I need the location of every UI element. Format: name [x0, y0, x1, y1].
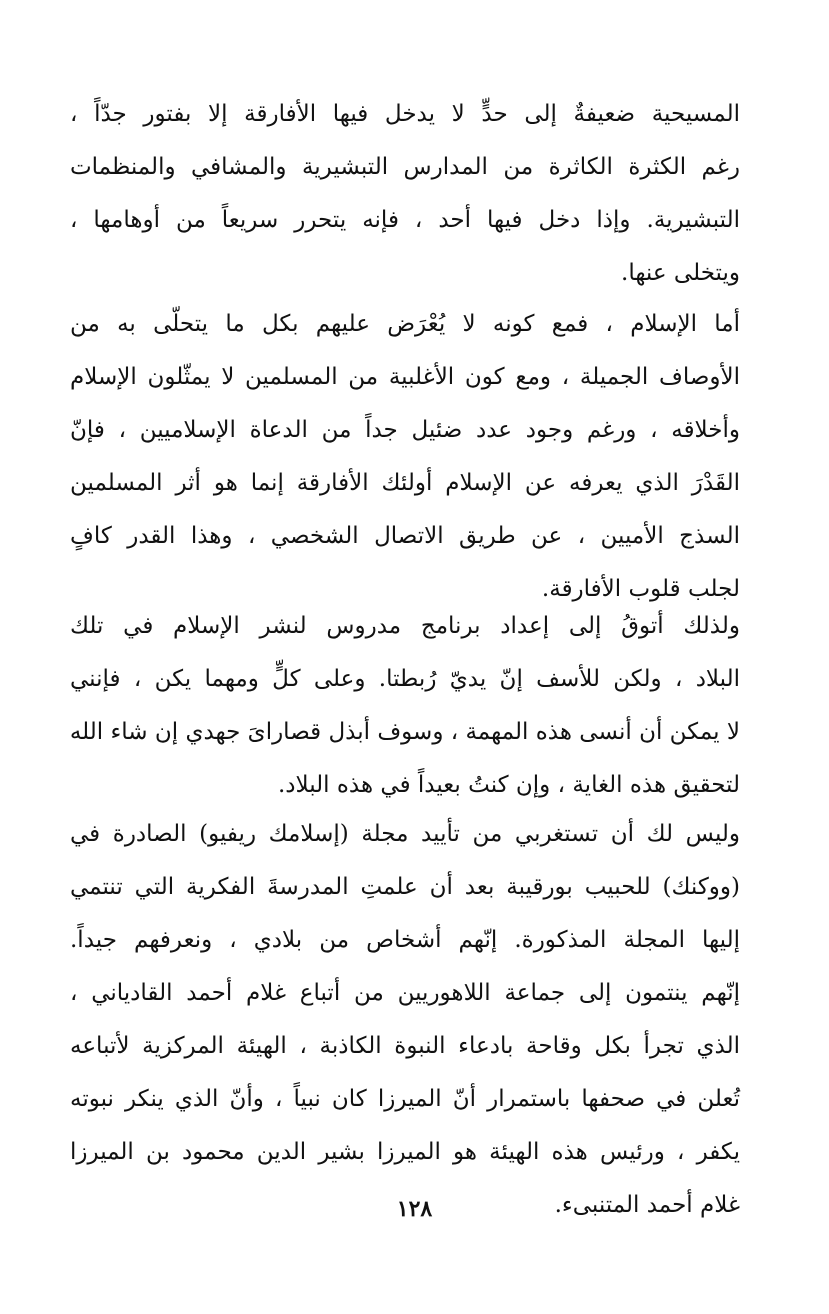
text-line: إنّهم ينتمون إلى جماعة اللاهوريين من أتباع غلام أحمد القادياني ، — [70, 980, 740, 1006]
text-line: وليس لك أن تستغربي من تأييد مجلة (إسلامك ريفيو) الصادرة في — [70, 821, 740, 847]
page-number: ١٢٨ — [396, 1196, 433, 1222]
text-line: أما الإسلام ، فمع كونه لا يُعْرَض عليهم بكل ما يتحلّى به من — [70, 311, 740, 337]
text-line: السذج الأميين ، عن طريق الاتصال الشخصي ، وهذا القدر كافٍ — [70, 523, 740, 549]
text-line: المسيحية ضعيفةٌ إلى حدٍّ لا يدخل فيها الأفارقة إلا بفتور جدّاً ، — [70, 101, 740, 127]
text-line: رغم الكثرة الكاثرة من المدارس التبشيرية والمشافي والمنظمات — [70, 154, 740, 180]
paragraph-4 — [70, 808, 740, 1232]
text-line: (ووكنك) للحبيب بورقيبة بعد أن علمتِ المدرسةَ الفكرية التي تنتمي — [70, 874, 740, 900]
text-line: لا يمكن أن أنسى هذه المهمة ، وسوف أبذل قصاراىَ جهدي إن شاء الله — [69, 719, 740, 745]
text-line: الذي تجرأ بكل وقاحة بادعاء النبوة الكاذبة ، الهيئة المركزية لأتباعه — [70, 1033, 740, 1059]
text-line: ويتخلى عنها. — [621, 260, 740, 286]
text-line: وأخلاقه ، ورغم وجود عدد ضئيل جداً من الدعاة الإسلاميين ، فإنّ — [70, 417, 740, 443]
text-line: لتحقيق هذه الغاية ، وإن كنتُ بعيداً في هذه البلاد. — [277, 772, 740, 798]
text-line: يكفر ، ورئيس هذه الهيئة هو الميرزا بشير الدين محمود بن الميرزا — [70, 1139, 740, 1165]
text-line: القَدْرَ الذي يعرفه عن الإسلام أولئك الأفارقة إنما هو أثر المسلمين — [70, 470, 740, 496]
text-line: ولذلك أتوقُ إلى إعداد برنامج مدروس لنشر الإسلام في تلك — [70, 613, 740, 639]
text-line: البلاد ، ولكن للأسف إنّ يديّ رُبطتا. وعلى كلٍّ ومهما يكن ، فإنني — [70, 666, 740, 692]
text-line: تُعلن في صحفها باستمرار أنّ الميرزا كان نبياً ، وأنّ الذي ينكر نبوته — [70, 1086, 740, 1112]
text-line: التبشيرية. وإذا دخل فيها أحد ، فإنه يتحرر سريعاً من أوهامها ، — [70, 207, 740, 233]
text-line: غلام أحمد المتنبىء. — [554, 1192, 740, 1218]
paragraph-2 — [70, 298, 740, 616]
paragraph-3 — [70, 600, 740, 812]
text-line: لجلب قلوب الأفارقة. — [541, 576, 740, 602]
paragraph-1 — [70, 88, 740, 300]
text-line: إليها المجلة المذكورة. إنّهم أشخاص من بلادي ، ونعرفهم جيداً. — [70, 927, 740, 953]
text-line: الأوصاف الجميلة ، ومع كون الأغلبية من المسلمين لا يمثّلون الإسلام — [70, 364, 740, 390]
